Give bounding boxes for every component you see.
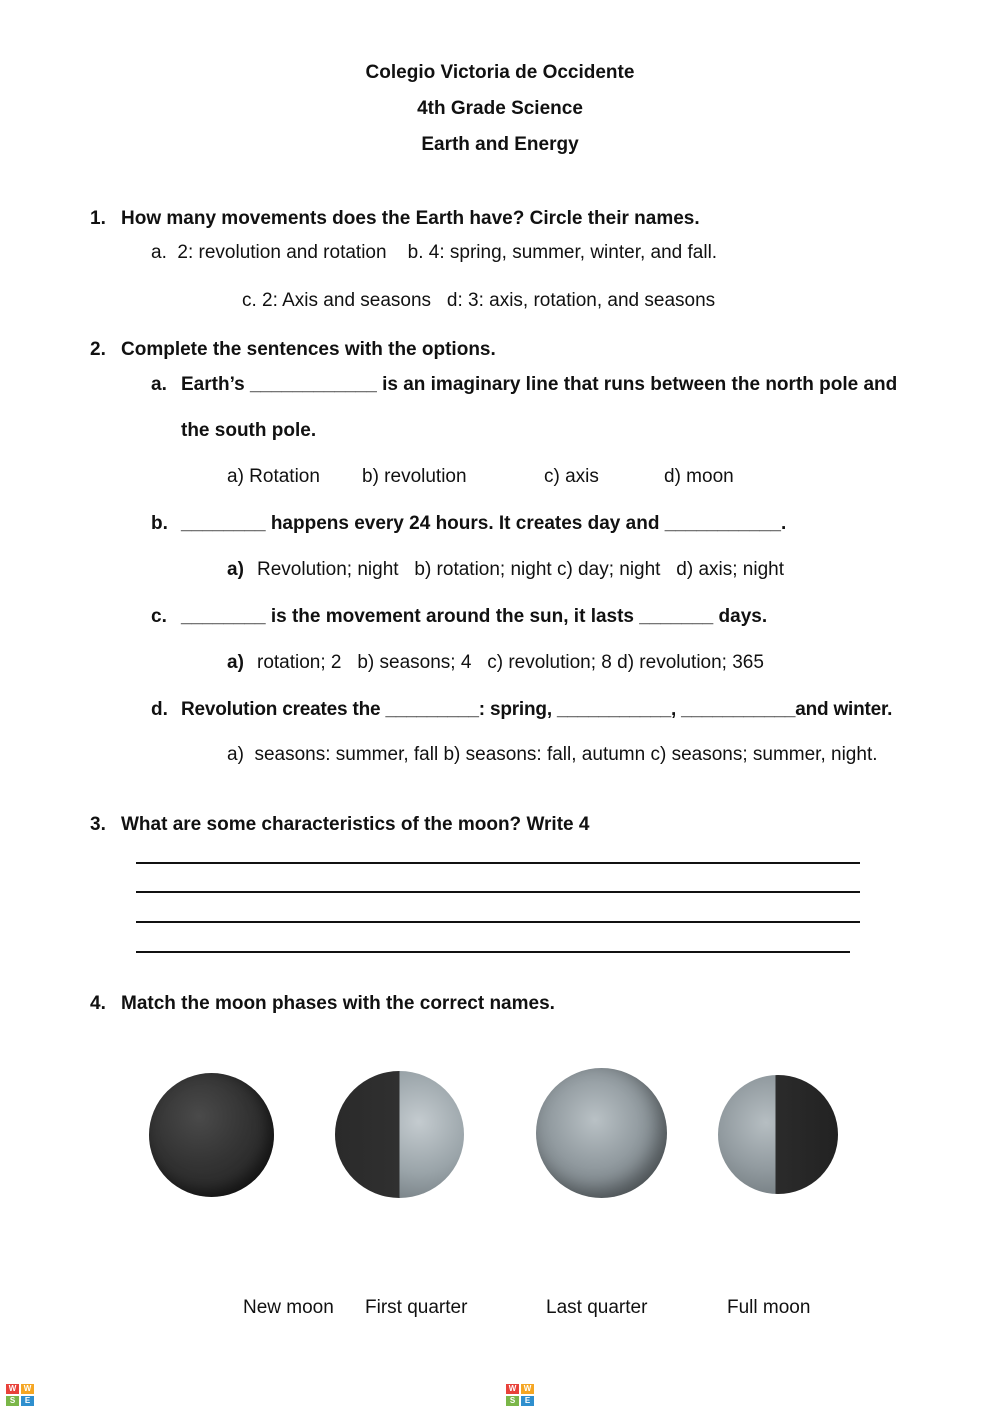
topic-title: Earth and Energy [421,134,579,155]
question-2d-text: Revolution creates the _________: spring, ___________, ___________and winter. [181,699,893,720]
answer-line-2[interactable] [136,891,860,893]
question-4-number: 4. [90,993,106,1014]
question-1-number: 1. [90,208,106,229]
last-quarter-moon-image[interactable] [718,1075,838,1194]
question-2b-option-marker: a) [227,559,244,580]
question-2c-text: ________ is the movement around the sun, it lasts _______ days. [181,606,768,627]
first-quarter-moon-image[interactable] [335,1071,464,1198]
question-2c-option-marker: a) [227,652,244,673]
school-name: Colegio Victoria de Occidente [365,62,635,83]
question-2a-option-b[interactable]: b) revolution [362,466,467,487]
question-3-text: What are some characteristics of the moon? Write 4 [121,814,590,835]
question-2d-letter: d. [151,699,168,720]
question-2c-letter: c. [151,606,167,627]
question-2a-text-continued: the south pole. [181,420,317,441]
watermark-text: WISEWORKSHEETS.COM [40,1374,384,1409]
question-2b-options[interactable]: Revolution; night b) rotation; night c) day; night d) axis; night [257,559,785,580]
question-2-number: 2. [90,339,106,360]
question-2a-option-d[interactable]: d) moon [664,466,734,487]
question-1-options-row2[interactable]: c. 2: Axis and seasons d: 3: axis, rotation, and seasons [242,290,716,311]
question-3-number: 3. [90,814,106,835]
question-2d-options[interactable]: a) seasons: summer, fall b) seasons: fall, autumn c) seasons; summer, night. [227,744,878,765]
question-1-options-row1[interactable]: a. 2: revolution and rotation b. 4: spring, summer, winter, and fall. [151,242,718,263]
course-title: 4th Grade Science [417,98,583,119]
watermark-text-2: WISEWORKSHEETS.COM [540,1374,884,1409]
phase-name-full-moon[interactable]: Full moon [727,1297,811,1318]
question-2a-option-c[interactable]: c) axis [544,466,599,487]
new-moon-image[interactable] [149,1073,274,1197]
question-2a-letter: a. [151,374,167,395]
watermark-logo-icon-2: W W S E [506,1384,536,1408]
question-2b-letter: b. [151,513,168,534]
question-1-text: How many movements does the Earth have? Circle their names. [121,208,700,229]
phase-name-last-quarter[interactable]: Last quarter [546,1297,648,1318]
question-2-text: Complete the sentences with the options. [121,339,496,360]
watermark-logo-icon: W W S E [6,1384,36,1408]
answer-line-1[interactable] [136,862,860,864]
question-2a-option-a[interactable]: a) Rotation [227,466,320,487]
answer-line-4[interactable] [136,951,850,953]
full-moon-image[interactable] [536,1068,667,1198]
question-4-text: Match the moon phases with the correct names. [121,993,555,1014]
watermark-footer [0,1370,1000,1413]
answer-line-3[interactable] [136,921,860,923]
question-2b-text: ________ happens every 24 hours. It creates day and ___________. [181,513,787,534]
phase-name-new-moon[interactable]: New moon [243,1297,334,1318]
question-2a-text: Earth’s ____________ is an imaginary line that runs between the north pole and [181,374,898,395]
phase-name-first-quarter[interactable]: First quarter [365,1297,468,1318]
question-2c-options[interactable]: rotation; 2 b) seasons; 4 c) revolution; 8 d) revolution; 365 [257,652,764,673]
